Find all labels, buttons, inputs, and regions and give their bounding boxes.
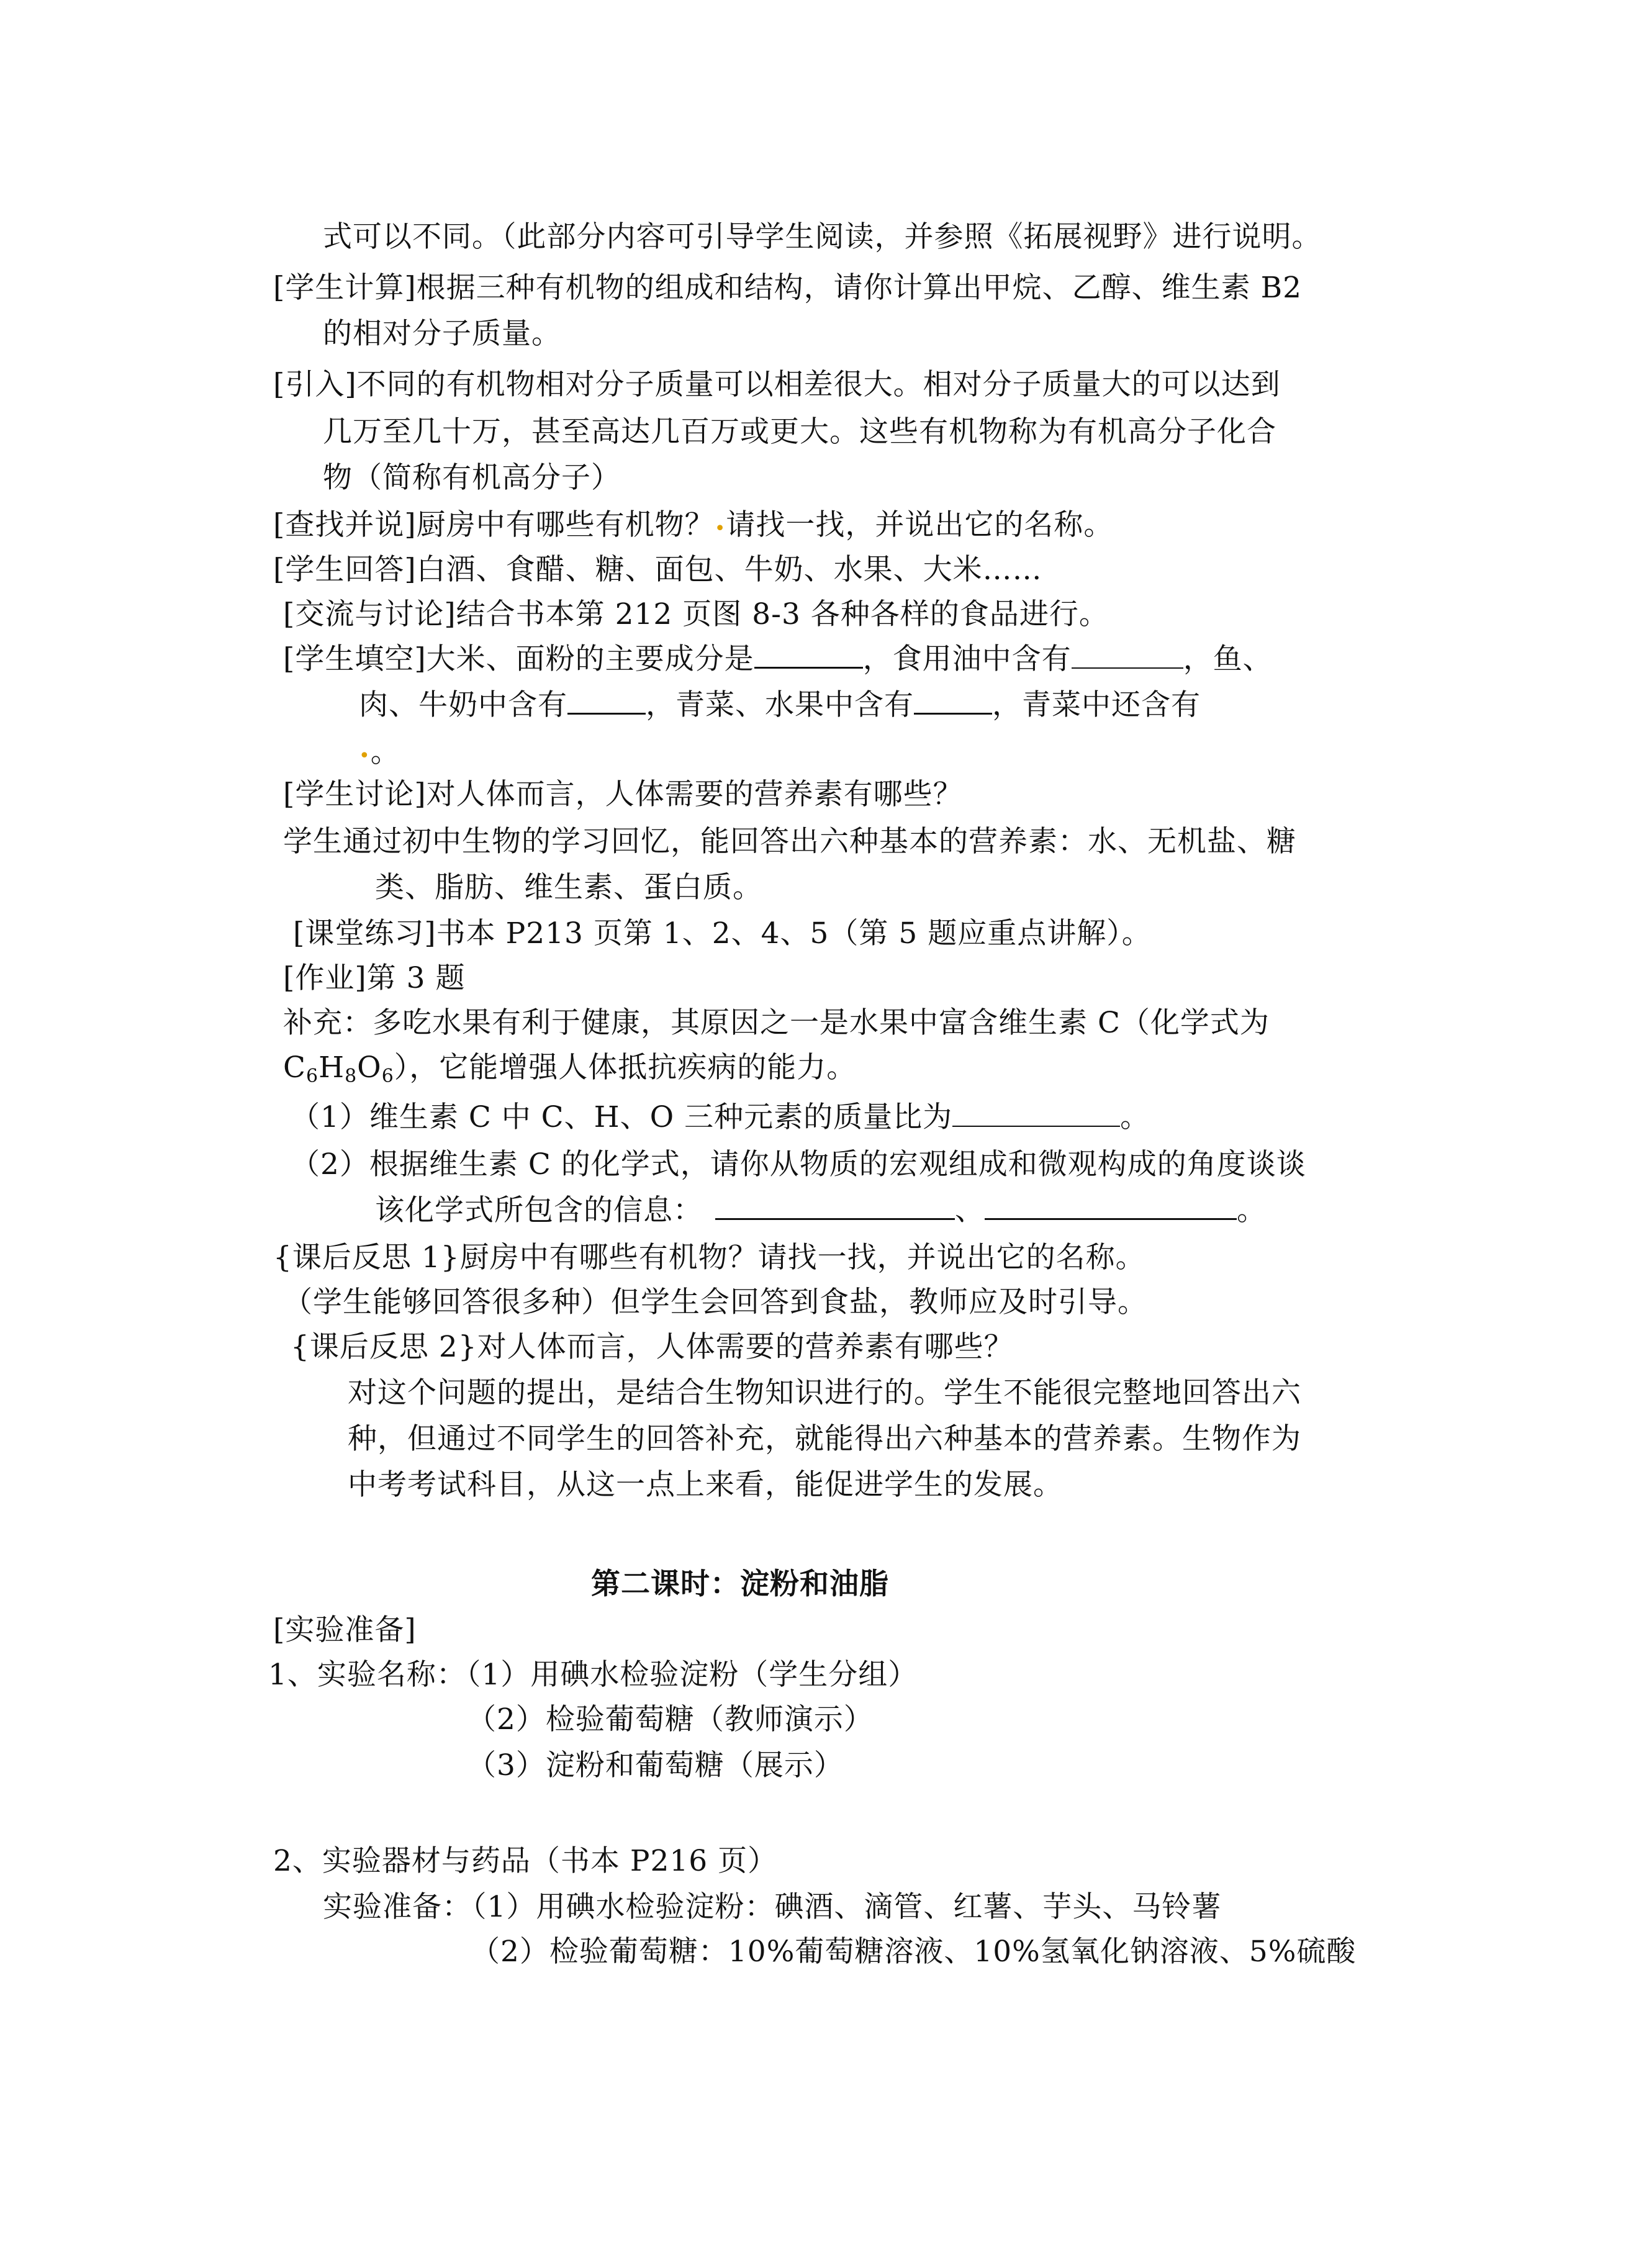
text-line: 类、脂肪、维生素、蛋白质。: [375, 870, 762, 905]
formula-element: H: [318, 1050, 345, 1085]
answer-blank[interactable]: [914, 688, 992, 715]
text-segment: [学生填空]大米、面粉的主要成分是: [283, 642, 754, 676]
text-line: [课堂练习]书本 P213 页第 1、2、4、5（第 5 题应重点讲解）。: [293, 916, 1152, 951]
text-line: 1、实验名称：（1）用碘水检验淀粉（学生分组）: [268, 1658, 918, 1692]
text-line: [交流与讨论]结合书本第 212 页图 8-3 各种各样的食品进行。: [283, 597, 1109, 631]
text-line: 学生通过初中生物的学习回忆，能回答出六种基本的营养素：水、无机盐、糖: [283, 825, 1296, 859]
text-line: （3）淀粉和葡萄糖（展示）: [467, 1748, 844, 1782]
section-title: 第二课时：淀粉和油脂: [591, 1567, 889, 1601]
text-line: 种，但通过不同学生的回答补充，就能得出六种基本的营养素。生物作为: [348, 1422, 1301, 1456]
text-segment: 该化学式所包含的信息：: [375, 1193, 703, 1227]
text-line: （2）检验葡萄糖：10%葡萄糖溶液、10%氢氧化钠溶液、5%硫酸: [471, 1935, 1357, 1969]
text-line: 2、实验器材与药品（书本 P216 页）: [273, 1844, 778, 1878]
text-line: [作业]第 3 题: [283, 961, 466, 995]
text-line: 式可以不同。（此部分内容可引导学生阅读，并参照《拓展视野》进行说明。: [323, 220, 1322, 254]
text-line: 对这个问题的提出，是结合生物知识进行的。学生不能很完整地回答出六: [348, 1376, 1301, 1410]
text-line: 的相对分子质量。: [323, 317, 561, 351]
text-line: （2）检验葡萄糖（教师演示）: [467, 1702, 874, 1737]
answer-blank[interactable]: [952, 1101, 1120, 1127]
text-line: [实验准备]: [273, 1613, 417, 1647]
answer-blank[interactable]: [567, 688, 646, 715]
text-line: [学生回答]白酒、食醋、糖、面包、牛奶、水果、大米……: [273, 553, 1042, 587]
text-segment: 。: [1237, 1193, 1267, 1227]
text-line: 实验准备：（1）用碘水检验淀粉：碘酒、滴管、红薯、芋头、马铃薯: [323, 1890, 1222, 1924]
formula-subscript: 6: [381, 1065, 394, 1087]
text-segment: ，青菜中还含有: [992, 688, 1201, 722]
text-line: [学生讨论]对人体而言，人体需要的营养素有哪些？: [283, 777, 963, 811]
text-segment: 肉、牛奶中含有: [359, 688, 567, 722]
text-segment: 请找一找，并说出它的名称。: [726, 508, 1114, 542]
formula-subscript: 8: [345, 1065, 358, 1087]
text-line: {课后反思 2}对人体而言，人体需要的营养素有哪些？: [291, 1330, 1014, 1364]
text-line: [学生计算]根据三种有机物的组成和结构，请你计算出甲烷、乙醇、维生素 B2: [273, 271, 1303, 305]
formula-element: C: [283, 1050, 306, 1085]
text-segment: 、: [955, 1193, 985, 1227]
text-segment: [查找并说]厨房中有哪些有机物？: [273, 508, 715, 542]
text-segment: ，食用油中含有: [862, 642, 1072, 676]
text-segment: 。: [370, 735, 400, 769]
formula-subscript: 6: [305, 1065, 319, 1087]
text-line: [359, 734, 400, 775]
fill-in-line: [283, 641, 1273, 678]
text-line: [273, 507, 1113, 548]
fill-in-line: [291, 1099, 1150, 1136]
text-line: [引入]不同的有机物相对分子质量可以相差很大。相对分子质量大的可以达到: [273, 368, 1281, 402]
fill-in-line: [375, 1192, 1267, 1229]
text-segment: ，青菜、水果中含有: [646, 688, 914, 722]
text-line: （2）根据维生素 C 的化学式，请你从物质的宏观组成和微观构成的角度谈谈: [291, 1147, 1306, 1181]
chemical-formula-line: [283, 1049, 856, 1095]
formula-element: O: [357, 1050, 382, 1085]
text-segment: ，鱼、: [1183, 642, 1273, 676]
answer-blank[interactable]: [715, 1193, 955, 1220]
text-line: 物（简称有机高分子）: [323, 461, 621, 495]
fill-in-line: [359, 687, 1201, 724]
text-segment: （1）维生素 C 中 C、H、O 三种元素的质量比为: [291, 1100, 953, 1134]
answer-blank[interactable]: [985, 1193, 1237, 1220]
answer-blank[interactable]: [754, 642, 863, 669]
text-line: {课后反思 1}厨房中有哪些有机物？请找一找，并说出它的名称。: [273, 1240, 1145, 1275]
text-segment: 。: [1120, 1100, 1150, 1134]
text-line: 中考考试科目，从这一点上来看，能促进学生的发展。: [348, 1468, 1063, 1502]
mark-dot: •: [714, 518, 726, 540]
text-line: 几万至几十万，甚至高达几百万或更大。这些有机物称为有机高分子化合: [323, 415, 1276, 449]
answer-blank[interactable]: [1072, 643, 1183, 669]
text-segment: ），它能增强人体抵抗疾病的能力。: [394, 1050, 857, 1085]
text-line: 补充：多吃水果有利于健康，其原因之一是水果中富含维生素 C（化学式为: [283, 1006, 1270, 1040]
mark-dot: •: [359, 745, 371, 767]
text-line: （学生能够回答很多种）但学生会回答到食盐，教师应及时引导。: [283, 1285, 1147, 1319]
